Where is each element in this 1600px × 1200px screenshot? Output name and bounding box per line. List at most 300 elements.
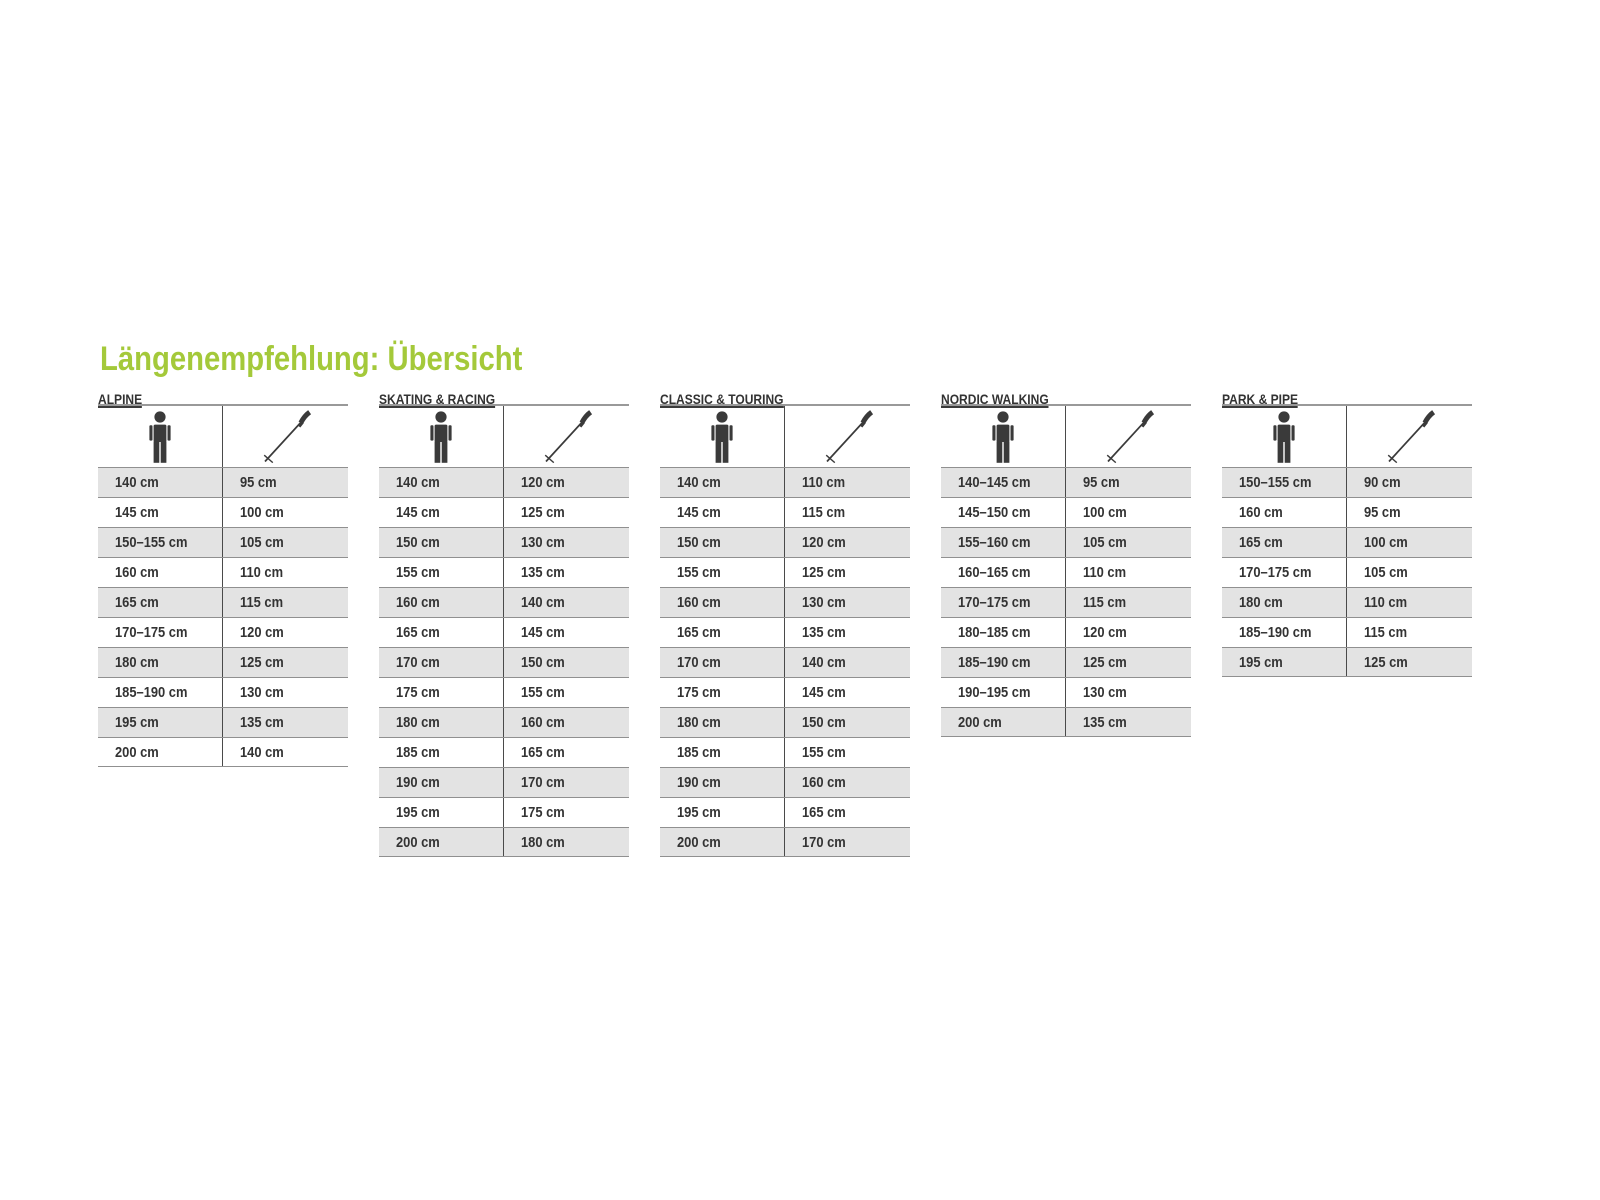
- table-row: [941, 557, 1191, 587]
- body-height-cell: [379, 708, 504, 737]
- table-row: [379, 737, 629, 767]
- pole-length-column-header: [1347, 406, 1472, 467]
- pole-length-cell: [504, 828, 629, 856]
- pole-length-value: 120 cm: [802, 534, 846, 551]
- pole-length-cell: [785, 678, 910, 707]
- pole-length-cell: [785, 798, 910, 827]
- body-height-cell: [379, 618, 504, 647]
- table-row: [379, 557, 629, 587]
- table-row: [660, 677, 910, 707]
- body-height-cell: [98, 498, 223, 527]
- body-height-column-header: [98, 406, 223, 467]
- table-row: [379, 797, 629, 827]
- body-height-value: 195 cm: [115, 714, 159, 731]
- pole-length-value: 145 cm: [802, 684, 846, 701]
- pole-length-value: 135 cm: [802, 624, 846, 641]
- table-row: [98, 737, 348, 767]
- pole-length-cell: [1066, 468, 1191, 497]
- body-height-value: 155 cm: [396, 564, 440, 581]
- body-height-value: 180 cm: [1239, 594, 1283, 611]
- body-height-value: 185–190 cm: [115, 684, 188, 701]
- pole-length-cell: [223, 528, 348, 557]
- body-height-value: 160 cm: [115, 564, 159, 581]
- pole-length-value: 130 cm: [240, 684, 284, 701]
- body-height-cell: [1222, 588, 1347, 617]
- table-row: [1222, 527, 1472, 557]
- table-row: [941, 497, 1191, 527]
- table-row: [98, 557, 348, 587]
- pole-length-cell: [223, 588, 348, 617]
- pole-length-value: 120 cm: [1083, 624, 1127, 641]
- body-height-cell: [1222, 468, 1347, 497]
- pole-length-value: 110 cm: [240, 564, 284, 581]
- pole-length-value: 135 cm: [521, 564, 565, 581]
- body-height-value: 170 cm: [677, 654, 721, 671]
- body-height-value: 185 cm: [396, 744, 440, 761]
- pole-length-value: 95 cm: [1083, 474, 1120, 491]
- pole-length-cell: [223, 708, 348, 737]
- pole-length-cell: [785, 618, 910, 647]
- pole-length-value: 125 cm: [1083, 654, 1127, 671]
- person-icon: [986, 411, 1020, 463]
- body-height-value: 150–155 cm: [1239, 474, 1312, 491]
- table-title-text: PARK & PIPE: [1222, 391, 1299, 407]
- table-row: [660, 827, 910, 857]
- table-row: [941, 707, 1191, 737]
- body-height-cell: [941, 468, 1066, 497]
- body-height-value: 140–145 cm: [958, 474, 1031, 491]
- body-height-value: 155–160 cm: [958, 534, 1031, 551]
- pole-length-column-header: [785, 406, 910, 467]
- table-row: [379, 527, 629, 557]
- table-row: [941, 617, 1191, 647]
- pole-length-value: 110 cm: [1083, 564, 1127, 581]
- body-height-value: 180 cm: [396, 714, 440, 731]
- table-row: [660, 587, 910, 617]
- length-table-classic-touring: [660, 391, 910, 857]
- table-header-row: [379, 406, 629, 467]
- body-height-cell: [98, 648, 223, 677]
- page-title-text: Längenempfehlung: Übersicht: [100, 339, 523, 378]
- pole-length-cell: [504, 798, 629, 827]
- body-height-cell: [379, 528, 504, 557]
- pole-length-cell: [785, 528, 910, 557]
- table-row: [379, 767, 629, 797]
- body-height-value: 195 cm: [396, 804, 440, 821]
- body-height-cell: [379, 648, 504, 677]
- pole-length-value: 100 cm: [1364, 534, 1408, 551]
- pole-length-cell: [1347, 648, 1472, 676]
- pole-length-cell: [223, 648, 348, 677]
- pole-length-cell: [223, 558, 348, 587]
- body-height-cell: [941, 498, 1066, 527]
- body-height-cell: [98, 708, 223, 737]
- body-height-value: 195 cm: [677, 804, 721, 821]
- body-height-cell: [98, 588, 223, 617]
- pole-length-cell: [785, 768, 910, 797]
- body-height-value: 200 cm: [115, 744, 159, 761]
- pole-length-value: 90 cm: [1364, 474, 1401, 491]
- ski-pole-icon: [1381, 409, 1439, 465]
- pole-length-value: 110 cm: [802, 474, 846, 491]
- pole-length-value: 180 cm: [521, 834, 565, 851]
- body-height-cell: [660, 678, 785, 707]
- body-height-cell: [379, 828, 504, 856]
- body-height-value: 185 cm: [677, 744, 721, 761]
- pole-length-cell: [785, 828, 910, 856]
- person-icon: [143, 411, 177, 463]
- body-height-value: 165 cm: [115, 594, 159, 611]
- length-table-park-pipe: [1222, 391, 1472, 677]
- body-height-value: 155 cm: [677, 564, 721, 581]
- pole-length-cell: [1347, 498, 1472, 527]
- body-height-value: 185–190 cm: [958, 654, 1031, 671]
- pole-length-value: 140 cm: [802, 654, 846, 671]
- person-icon: [424, 411, 458, 463]
- body-height-cell: [1222, 558, 1347, 587]
- body-height-value: 150 cm: [396, 534, 440, 551]
- table-row: [660, 767, 910, 797]
- pole-length-value: 175 cm: [521, 804, 565, 821]
- length-table-nordic-walking: [941, 391, 1191, 737]
- pole-length-cell: [1066, 648, 1191, 677]
- table-row: [1222, 587, 1472, 617]
- pole-length-value: 125 cm: [802, 564, 846, 581]
- pole-length-cell: [223, 738, 348, 766]
- body-height-value: 190 cm: [396, 774, 440, 791]
- table-row: [941, 647, 1191, 677]
- pole-length-value: 160 cm: [802, 774, 846, 791]
- body-height-column-header: [1222, 406, 1347, 467]
- pole-length-value: 95 cm: [1364, 504, 1401, 521]
- pole-length-value: 105 cm: [1364, 564, 1408, 581]
- body-height-value: 195 cm: [1239, 654, 1283, 671]
- pole-length-cell: [1066, 678, 1191, 707]
- table-title: [660, 391, 910, 406]
- pole-length-value: 115 cm: [240, 594, 284, 611]
- body-height-cell: [660, 738, 785, 767]
- body-height-value: 145–150 cm: [958, 504, 1031, 521]
- body-height-value: 180–185 cm: [958, 624, 1031, 641]
- pole-length-cell: [1347, 468, 1472, 497]
- body-height-cell: [1222, 498, 1347, 527]
- body-height-value: 165 cm: [1239, 534, 1283, 551]
- pole-length-cell: [1066, 588, 1191, 617]
- body-height-cell: [660, 498, 785, 527]
- body-height-cell: [660, 768, 785, 797]
- body-height-cell: [1222, 648, 1347, 676]
- pole-length-cell: [1347, 528, 1472, 557]
- pole-length-value: 130 cm: [802, 594, 846, 611]
- pole-length-value: 120 cm: [521, 474, 565, 491]
- table-row: [660, 557, 910, 587]
- pole-length-cell: [504, 558, 629, 587]
- pole-length-cell: [1347, 588, 1472, 617]
- table-title-text: CLASSIC & TOURING: [660, 391, 784, 407]
- body-height-value: 185–190 cm: [1239, 624, 1312, 641]
- body-height-cell: [1222, 618, 1347, 647]
- table-row: [1222, 557, 1472, 587]
- table-row: [98, 617, 348, 647]
- body-height-cell: [98, 618, 223, 647]
- pole-length-value: 115 cm: [1364, 624, 1408, 641]
- body-height-cell: [379, 498, 504, 527]
- table-row: [1222, 647, 1472, 677]
- body-height-cell: [98, 558, 223, 587]
- body-height-cell: [379, 798, 504, 827]
- table-row: [98, 707, 348, 737]
- body-height-column-header: [941, 406, 1066, 467]
- table-row: [941, 527, 1191, 557]
- pole-length-value: 150 cm: [802, 714, 846, 731]
- pole-length-cell: [504, 528, 629, 557]
- body-height-column-header: [660, 406, 785, 467]
- pole-length-value: 135 cm: [1083, 714, 1127, 731]
- page-title: [100, 341, 591, 378]
- table-row: [660, 497, 910, 527]
- pole-length-cell: [785, 588, 910, 617]
- table-title-text: SKATING & RACING: [379, 391, 496, 407]
- pole-length-value: 125 cm: [240, 654, 284, 671]
- ski-pole-icon: [819, 409, 877, 465]
- table-row: [941, 677, 1191, 707]
- body-height-value: 175 cm: [677, 684, 721, 701]
- pole-length-cell: [504, 618, 629, 647]
- body-height-value: 140 cm: [396, 474, 440, 491]
- body-height-cell: [98, 678, 223, 707]
- table-row: [379, 647, 629, 677]
- table-row: [98, 677, 348, 707]
- pole-length-cell: [1066, 618, 1191, 647]
- pole-length-cell: [223, 678, 348, 707]
- pole-length-cell: [223, 618, 348, 647]
- table-row: [660, 527, 910, 557]
- table-row: [660, 647, 910, 677]
- body-height-value: 160 cm: [396, 594, 440, 611]
- table-row: [1222, 467, 1472, 497]
- body-height-value: 150–155 cm: [115, 534, 188, 551]
- body-height-value: 165 cm: [396, 624, 440, 641]
- table-row: [379, 707, 629, 737]
- table-title-text: NORDIC WALKING: [941, 391, 1049, 407]
- pole-length-value: 155 cm: [802, 744, 846, 761]
- table-row: [379, 467, 629, 497]
- table-header-row: [941, 406, 1191, 467]
- pole-length-value: 160 cm: [521, 714, 565, 731]
- length-table-skating-racing: [379, 391, 629, 857]
- body-height-cell: [379, 588, 504, 617]
- pole-length-value: 130 cm: [521, 534, 565, 551]
- table-header-row: [660, 406, 910, 467]
- pole-length-cell: [223, 498, 348, 527]
- table-row: [660, 737, 910, 767]
- body-height-value: 170 cm: [396, 654, 440, 671]
- body-height-cell: [660, 708, 785, 737]
- pole-length-cell: [504, 708, 629, 737]
- body-height-value: 190–195 cm: [958, 684, 1031, 701]
- body-height-value: 170–175 cm: [1239, 564, 1312, 581]
- table-row: [379, 497, 629, 527]
- body-height-value: 165 cm: [677, 624, 721, 641]
- pole-length-cell: [785, 738, 910, 767]
- pole-length-value: 155 cm: [521, 684, 565, 701]
- body-height-cell: [941, 708, 1066, 736]
- body-height-value: 150 cm: [677, 534, 721, 551]
- body-height-cell: [98, 468, 223, 497]
- pole-length-value: 145 cm: [521, 624, 565, 641]
- body-height-value: 180 cm: [677, 714, 721, 731]
- table-title: [98, 391, 348, 406]
- body-height-cell: [660, 828, 785, 856]
- body-height-cell: [379, 768, 504, 797]
- body-height-value: 145 cm: [677, 504, 721, 521]
- body-height-column-header: [379, 406, 504, 467]
- body-height-cell: [98, 528, 223, 557]
- table-header-row: [1222, 406, 1472, 467]
- pole-length-cell: [1066, 708, 1191, 736]
- body-height-value: 160 cm: [677, 594, 721, 611]
- pole-length-value: 120 cm: [240, 624, 284, 641]
- table-title: [941, 391, 1191, 406]
- table-row: [660, 617, 910, 647]
- pole-length-value: 100 cm: [240, 504, 284, 521]
- body-height-cell: [660, 798, 785, 827]
- table-row: [1222, 497, 1472, 527]
- pole-length-value: 115 cm: [1083, 594, 1127, 611]
- body-height-cell: [660, 618, 785, 647]
- body-height-value: 200 cm: [677, 834, 721, 851]
- pole-length-cell: [785, 468, 910, 497]
- body-height-cell: [941, 648, 1066, 677]
- body-height-cell: [1222, 528, 1347, 557]
- body-height-cell: [98, 738, 223, 766]
- body-height-value: 140 cm: [115, 474, 159, 491]
- pole-length-value: 105 cm: [1083, 534, 1127, 551]
- pole-length-cell: [785, 498, 910, 527]
- pole-length-cell: [504, 678, 629, 707]
- table-row: [379, 617, 629, 647]
- table-row: [379, 587, 629, 617]
- pole-length-cell: [785, 708, 910, 737]
- pole-length-value: 110 cm: [1364, 594, 1408, 611]
- body-height-value: 200 cm: [396, 834, 440, 851]
- ski-pole-icon: [1100, 409, 1158, 465]
- pole-length-cell: [504, 768, 629, 797]
- table-row: [98, 587, 348, 617]
- table-row: [98, 497, 348, 527]
- pole-length-value: 150 cm: [521, 654, 565, 671]
- pole-length-value: 115 cm: [802, 504, 846, 521]
- person-icon: [705, 411, 739, 463]
- body-height-cell: [941, 678, 1066, 707]
- pole-length-cell: [504, 498, 629, 527]
- body-height-value: 170–175 cm: [958, 594, 1031, 611]
- body-height-cell: [660, 468, 785, 497]
- body-height-cell: [941, 528, 1066, 557]
- pole-length-value: 95 cm: [240, 474, 277, 491]
- body-height-cell: [941, 588, 1066, 617]
- body-height-cell: [660, 558, 785, 587]
- table-row: [379, 827, 629, 857]
- pole-length-cell: [1347, 618, 1472, 647]
- table-row: [1222, 617, 1472, 647]
- table-title: [1222, 391, 1472, 406]
- table-row: [98, 647, 348, 677]
- pole-length-cell: [504, 468, 629, 497]
- body-height-value: 180 cm: [115, 654, 159, 671]
- ski-pole-icon: [538, 409, 596, 465]
- pole-length-value: 170 cm: [521, 774, 565, 791]
- pole-length-cell: [1066, 498, 1191, 527]
- body-height-value: 140 cm: [677, 474, 721, 491]
- pole-length-cell: [785, 648, 910, 677]
- body-height-cell: [379, 738, 504, 767]
- table-row: [379, 677, 629, 707]
- body-height-value: 175 cm: [396, 684, 440, 701]
- body-height-value: 160–165 cm: [958, 564, 1031, 581]
- pole-length-cell: [504, 588, 629, 617]
- pole-length-value: 100 cm: [1083, 504, 1127, 521]
- body-height-cell: [941, 618, 1066, 647]
- body-height-cell: [379, 558, 504, 587]
- table-row: [941, 587, 1191, 617]
- pole-length-cell: [785, 558, 910, 587]
- pole-length-cell: [1066, 528, 1191, 557]
- body-height-cell: [941, 558, 1066, 587]
- table-row: [98, 467, 348, 497]
- table-row: [660, 797, 910, 827]
- body-height-value: 200 cm: [958, 714, 1002, 731]
- pole-length-cell: [504, 648, 629, 677]
- pole-length-value: 130 cm: [1083, 684, 1127, 701]
- body-height-cell: [379, 468, 504, 497]
- table-row: [98, 527, 348, 557]
- body-height-value: 145 cm: [396, 504, 440, 521]
- pole-length-column-header: [1066, 406, 1191, 467]
- table-title: [379, 391, 629, 406]
- length-table-alpine: [98, 391, 348, 767]
- pole-length-value: 170 cm: [802, 834, 846, 851]
- pole-length-cell: [1347, 558, 1472, 587]
- body-height-value: 160 cm: [1239, 504, 1283, 521]
- body-height-cell: [660, 528, 785, 557]
- pole-length-column-header: [223, 406, 348, 467]
- pole-length-value: 125 cm: [521, 504, 565, 521]
- pole-length-value: 125 cm: [1364, 654, 1408, 671]
- pole-length-value: 105 cm: [240, 534, 284, 551]
- body-height-cell: [379, 678, 504, 707]
- pole-length-cell: [223, 468, 348, 497]
- body-height-value: 170–175 cm: [115, 624, 188, 641]
- person-icon: [1267, 411, 1301, 463]
- table-header-row: [98, 406, 348, 467]
- table-title-text: ALPINE: [98, 391, 143, 407]
- body-height-value: 190 cm: [677, 774, 721, 791]
- pole-length-value: 140 cm: [521, 594, 565, 611]
- pole-length-column-header: [504, 406, 629, 467]
- table-row: [660, 467, 910, 497]
- pole-length-cell: [1066, 558, 1191, 587]
- body-height-cell: [660, 648, 785, 677]
- ski-pole-icon: [257, 409, 315, 465]
- body-height-value: 145 cm: [115, 504, 159, 521]
- pole-length-value: 140 cm: [240, 744, 284, 761]
- table-row: [941, 467, 1191, 497]
- pole-length-value: 135 cm: [240, 714, 284, 731]
- body-height-cell: [660, 588, 785, 617]
- table-row: [660, 707, 910, 737]
- pole-length-value: 165 cm: [802, 804, 846, 821]
